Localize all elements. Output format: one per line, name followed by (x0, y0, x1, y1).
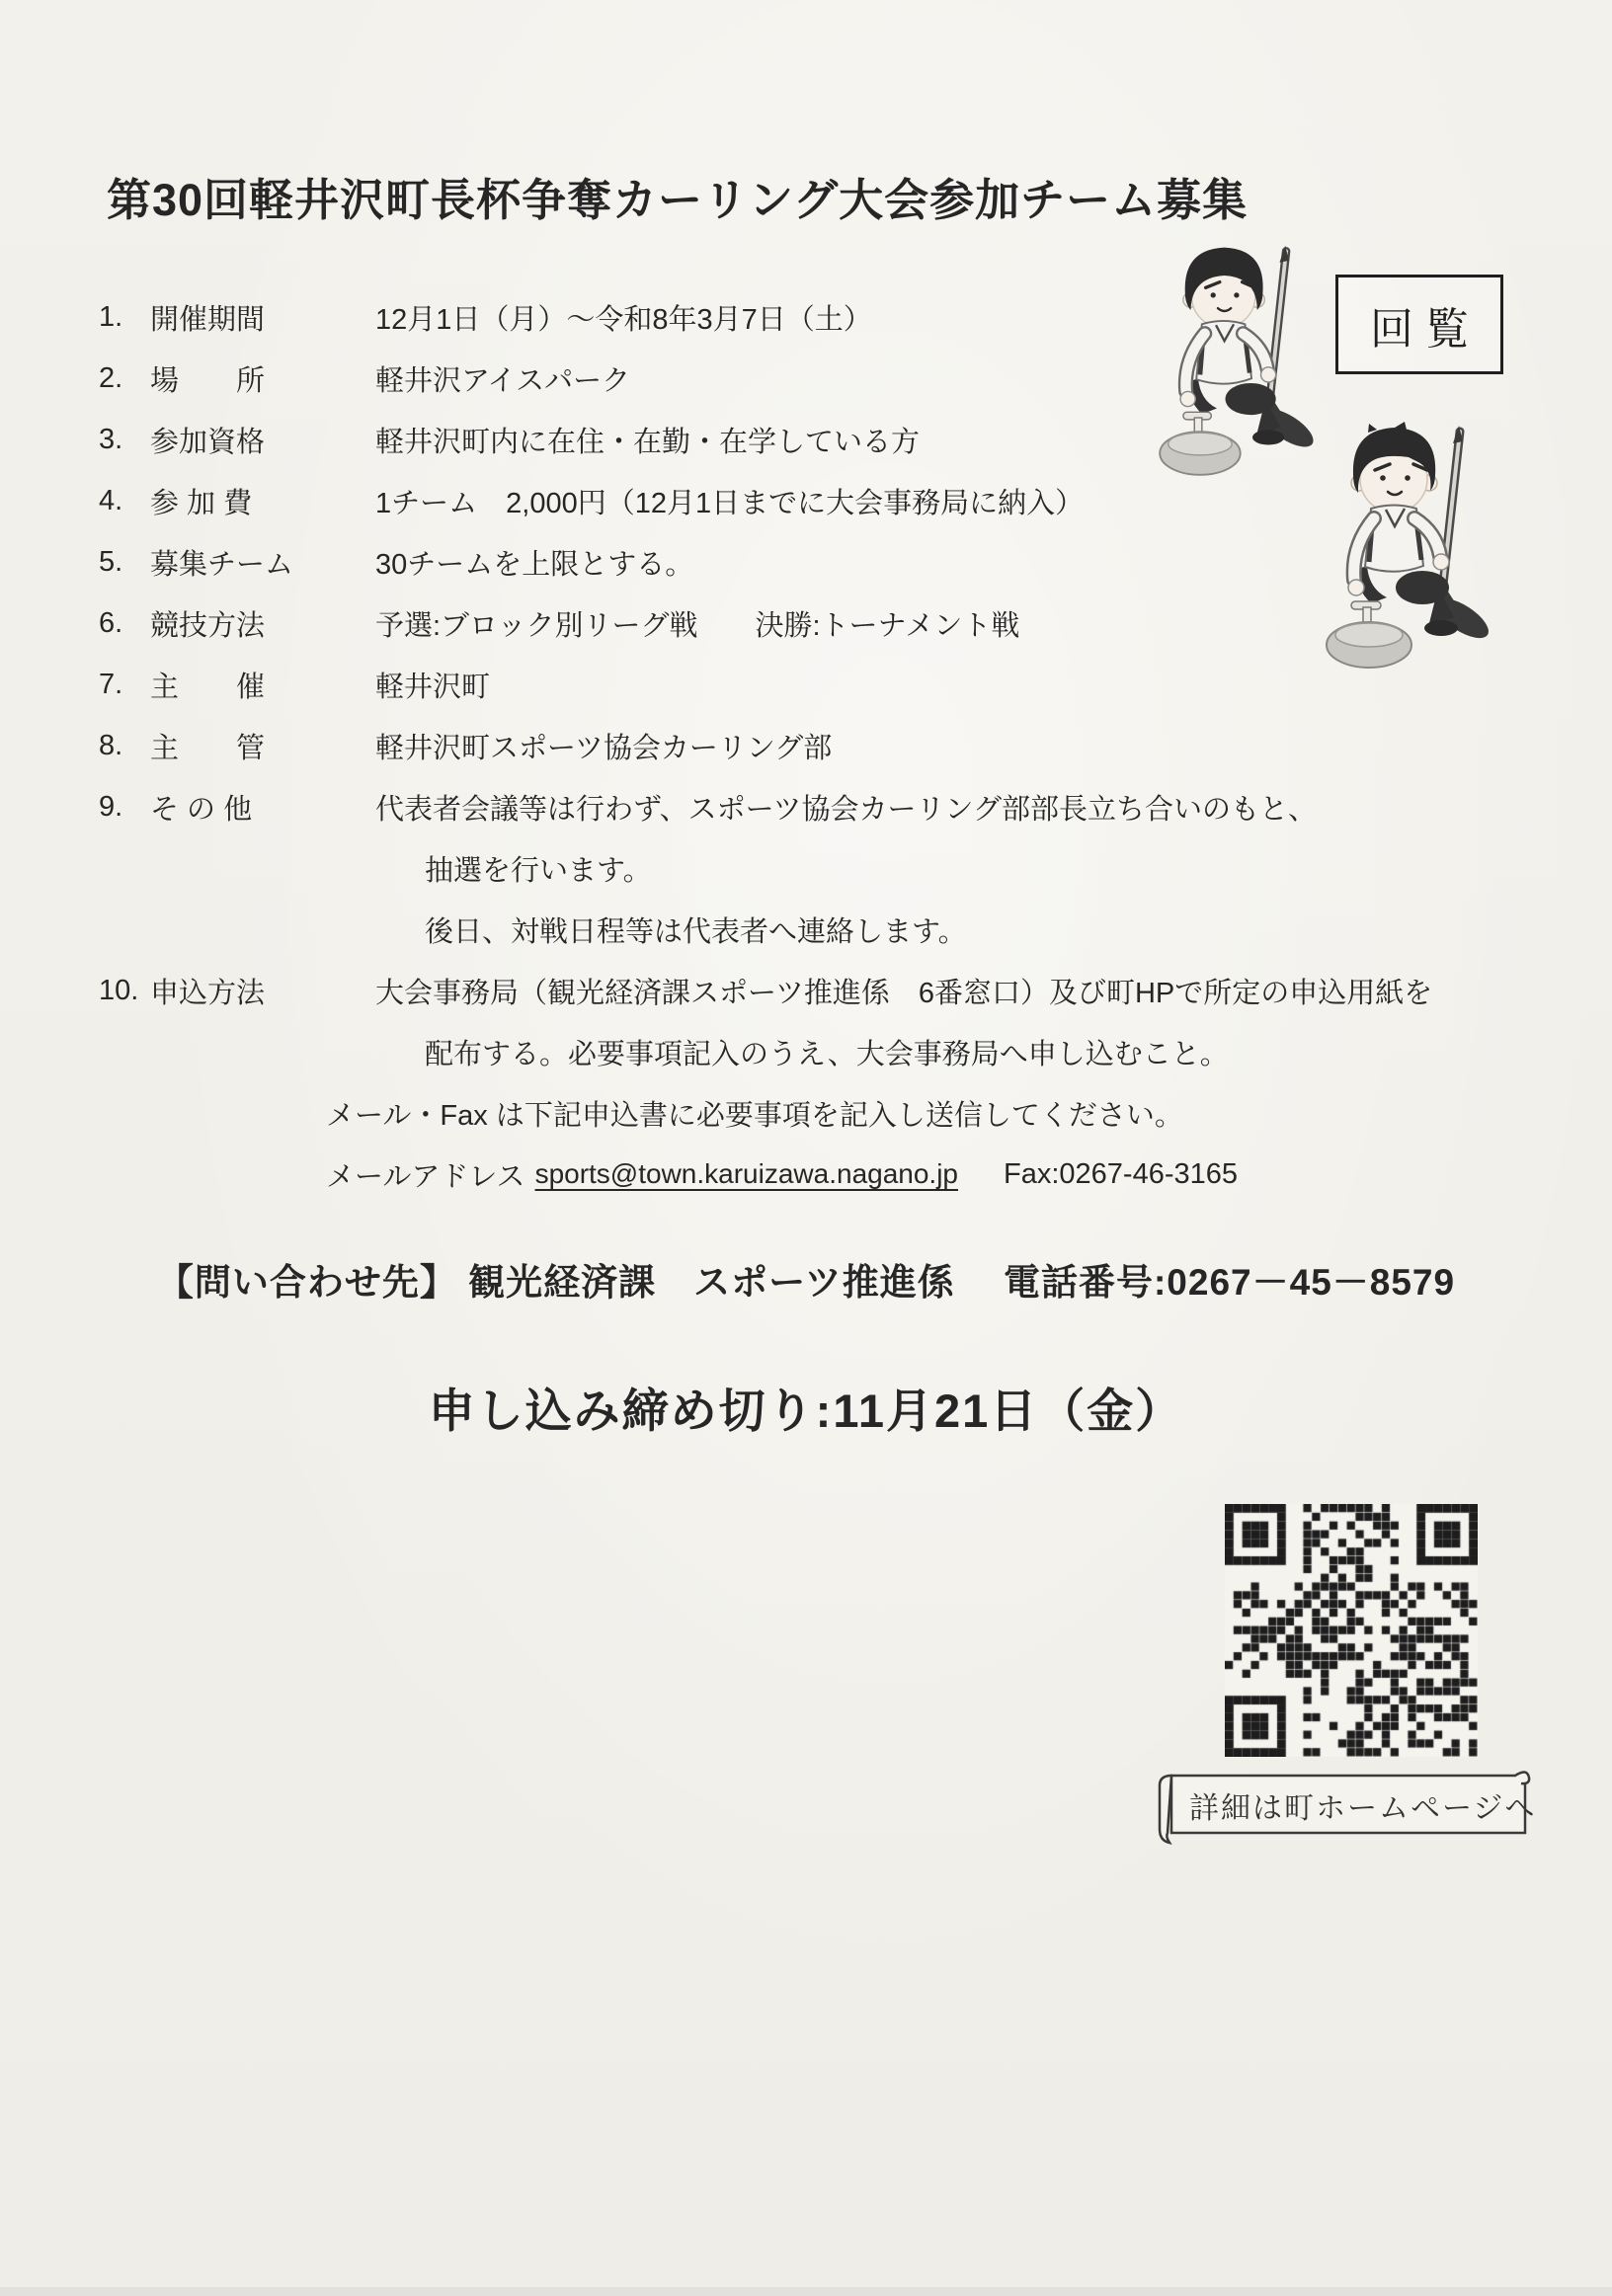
list-item: 9. そ の 他 代表者会議等は行わず、スポーツ協会カーリング部部長立ち合いのもと、 (99, 776, 1482, 837)
list-item-continuation: 配布する。必要事項記入のうえ、大会事務局へ申し込むこと。 (425, 1038, 1229, 1070)
item-label: 募集チーム (150, 548, 294, 581)
list-item-continuation: 後日、対戦日程等は代表者へ連絡します。 (425, 915, 967, 948)
item-label: 参加資格 (150, 426, 266, 458)
item-label: 申込方法 (150, 977, 266, 1009)
item-value: 予選:ブロック別リーグ戦 決勝:トーナメント戦 (375, 609, 1020, 642)
list-item: 1. 開催期間 12月1日（月）～令和8年3月7日（土） (99, 286, 1482, 348)
item-label: 場 所 (150, 364, 266, 397)
item-value: 軽井沢町内に在住・在勤・在学している方 (375, 426, 921, 458)
contact-line: 【問い合わせ先】 観光経済課 スポーツ推進係 電話番号:0267－45－8579 (156, 1262, 1456, 1303)
item-value: 軽井沢町 (375, 671, 491, 703)
email-address: sports@town.karuizawa.nagano.jp (534, 1158, 958, 1189)
list-item: 2. 場 所 軽井沢アイスパーク (99, 348, 1482, 409)
item-value: 軽井沢アイスパーク (375, 364, 631, 397)
list-item: 6. 競技方法 予選:ブロック別リーグ戦 決勝:トーナメント戦 (99, 593, 1482, 654)
email-label: メールアドレス (326, 1160, 525, 1193)
list-item: 7. 主 催 軽井沢町 (99, 654, 1482, 715)
fax-number: Fax:0267-46-3165 (1004, 1157, 1238, 1190)
item-value: 大会事務局（観光経済課スポーツ推進係 6番窓口）及び町HPで所定の申込用紙を (375, 977, 1433, 1009)
list-item: 8. 主 管 軽井沢町スポーツ協会カーリング部 (99, 715, 1482, 776)
info-list (99, 286, 1482, 1205)
item-label: そ の 他 (150, 793, 253, 826)
qr-code (1225, 1504, 1478, 1757)
item-value: 軽井沢町スポーツ協会カーリング部 (375, 732, 833, 764)
item-label: 主 管 (150, 732, 266, 764)
item-value: 1チーム 2,000円（12月1日までに大会事務局に納入） (375, 487, 1085, 519)
list-item-continuation: メール・Fax は下記申込書に必要事項を記入し送信してください。 (326, 1099, 1183, 1132)
list-item: 4. 参 加 費 1チーム 2,000円（12月1日までに大会事務局に納入） (99, 470, 1482, 531)
item-value: 代表者会議等は行わず、スポーツ協会カーリング部部長立ち合いのもと、 (375, 793, 1317, 826)
email-row (99, 1144, 1482, 1205)
list-item: 3. 参加資格 軽井沢町内に在住・在勤・在学している方 (99, 409, 1482, 470)
page-title: 第30回軽井沢町長杯争奪カーリング大会参加チーム募集 (107, 175, 1249, 225)
item-value: 12月1日（月）～令和8年3月7日（土） (375, 303, 872, 336)
list-item: 10. 申込方法 大会事務局（観光経済課スポーツ推進係 6番窓口）及び町HPで所定の申込用紙を (99, 960, 1482, 1021)
circulation-stamp-label: 回覧 (1370, 304, 1481, 354)
qr-caption: 詳細は町ホームページへ (1189, 1792, 1537, 1825)
item-label: 開催期間 (150, 303, 266, 336)
item-label: 参 加 費 (150, 487, 253, 519)
qr-caption-banner (1150, 1766, 1537, 1845)
list-item-continuation: 抽選を行います。 (425, 854, 652, 887)
list-item: 5. 募集チーム 30チームを上限とする。 (99, 531, 1482, 593)
item-value: 30チームを上限とする。 (375, 548, 694, 581)
deadline-line: 申し込み締め切り:11月21日（金） (428, 1385, 1184, 1437)
item-label: 主 催 (150, 671, 266, 703)
item-label: 競技方法 (150, 609, 266, 642)
